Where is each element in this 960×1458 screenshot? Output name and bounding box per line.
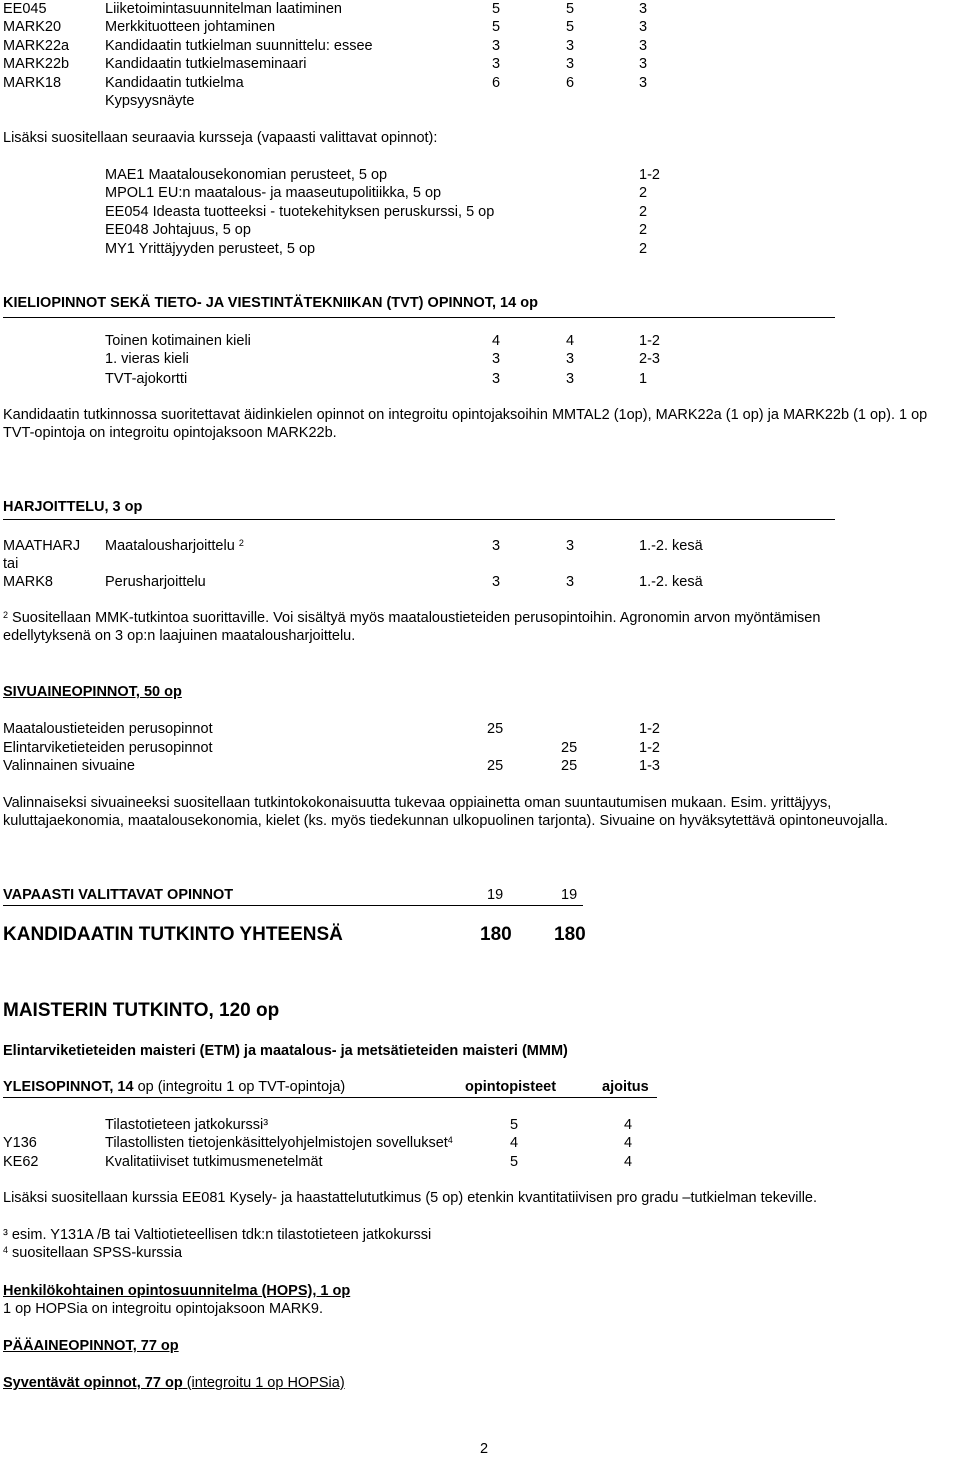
language-course-credits: 3 (492, 351, 501, 367)
course-credits-b: 6 (566, 75, 575, 91)
master-course-name (105, 1134, 453, 1152)
course-year: 3 (639, 19, 648, 35)
internship-credits-b: 3 (566, 574, 575, 590)
page-number: 2 (480, 1441, 489, 1457)
bachelor-total-credits-b: 180 (554, 924, 586, 945)
master-course-name: Tilastotieteen jatkokurssi³ (105, 1117, 269, 1133)
hops-heading: Henkilökohtainen opintosuunnitelma (HOPS), 1 op (3, 1283, 351, 1299)
column-header-credits: opintopisteet (465, 1079, 557, 1095)
footnote-marker: 2 (3, 610, 9, 620)
internship-name: Perusharjoittelu (105, 574, 206, 590)
internship-credits: 3 (492, 574, 501, 590)
language-course-credits-b: 3 (566, 351, 575, 367)
section-rule (3, 1097, 657, 1098)
recommended-item: EE048 Johtajuus, 5 op (105, 222, 251, 238)
free-electives-label: VAPAASTI VALITTAVAT OPINNOT (3, 887, 234, 903)
master-subheading: Elintarviketieteiden maisteri (ETM) ja maatalous- ja metsätieteiden maisteri (MMM) (3, 1043, 568, 1059)
general-studies-bold: YLEISOPINNOT, 14 (3, 1079, 134, 1095)
course-credits-b: 3 (566, 38, 575, 54)
general-studies-rest: op (integroitu 1 op TVT-opintoja) (133, 1079, 346, 1095)
internship-code: MAATHARJ (3, 538, 81, 554)
minor-credits: 25 (487, 721, 504, 737)
recommended-year: 2 (639, 241, 648, 257)
bachelor-total-label: KANDIDAATIN TUTKINTO YHTEENSÄ (3, 924, 343, 945)
free-electives-credits-b: 19 (561, 887, 578, 903)
minor-credits-b: 25 (561, 740, 578, 756)
course-credits: 6 (492, 75, 501, 91)
footnote-4 (3, 1244, 182, 1262)
recommended-year: 1-2 (639, 167, 660, 183)
section-rule (3, 519, 835, 520)
minor-year: 1-2 (639, 740, 660, 756)
course-code: MARK20 (3, 19, 62, 35)
internship-credits-b: 3 (566, 538, 575, 554)
language-course-year: 1 (639, 371, 648, 387)
footnote-3: ³ esim. Y131A /B tai Valtiotieteellisen tdk:n tilastotieteen jatkokurssi (3, 1227, 432, 1243)
recommended-item: MY1 Yrittäjyyden perusteet, 5 op (105, 241, 316, 257)
master-course-credits: 5 (510, 1154, 519, 1170)
course-year: 3 (639, 75, 648, 91)
course-code: MARK22b (3, 56, 70, 72)
course-name: Kandidaatin tutkielman suunnittelu: essee (105, 38, 373, 54)
master-heading: MAISTERIN TUTKINTO, 120 op (3, 1000, 280, 1021)
footnote-text: suositellaan SPSS-kurssia (8, 1245, 183, 1261)
course-year: 3 (639, 38, 648, 54)
course-code: MARK18 (3, 75, 62, 91)
master-course-name: Kvalitatiiviset tutkimusmenetelmät (105, 1154, 323, 1170)
footnote-line: Suositellaan MMK-tutkintoa suorittaville. Voi sisältyä myös maataloustieteiden perusopintoihin. Agronomin arvon myöntämisen (12, 610, 821, 626)
internship-timing: 1.-2. kesä (639, 538, 703, 554)
section-heading-kieli: KIELIOPINNOT SEKÄ TIETO- JA VIESTINTÄTEKNIIKAN (TVT) OPINNOT, 14 op (3, 295, 538, 311)
course-credits: 5 (492, 19, 501, 35)
internship-credits: 3 (492, 538, 501, 554)
language-course-name: 1. vieras kieli (105, 351, 189, 367)
general-studies-heading (3, 1078, 345, 1096)
advanced-studies-heading (3, 1374, 345, 1392)
course-year: 3 (639, 56, 648, 72)
course-credits: 3 (492, 38, 501, 54)
language-course-year: 1-2 (639, 333, 660, 349)
recommended-item: MPOL1 EU:n maatalous- ja maaseutupolitiikka, 5 op (105, 185, 442, 201)
minor-credits: 25 (487, 758, 504, 774)
column-header-timing: ajoitus (602, 1079, 649, 1095)
minor-note: Valinnaiseksi sivuaineeksi suositellaan tutkintokokonaisuutta tukevaa oppiainetta oman suuntautumisen mukaan. Esim. yrittäjyys, kuluttajaekonomia, maatalousekonomia, kielet (ks. myös tiedekunnan ulkopuolinen tarjonta). Sivuaine on hyväksytettävä opintoneuvojalla. (3, 795, 889, 829)
course-name: Kandidaatin tutkielmaseminaari (105, 56, 307, 72)
course-name: Liiketoimintasuunnitelman laatiminen (105, 1, 342, 17)
master-course-code: Y136 (3, 1135, 37, 1151)
free-electives-credits: 19 (487, 887, 504, 903)
course-code: EE045 (3, 1, 47, 17)
course-credits-b: 5 (566, 1, 575, 17)
language-course-year: 2-3 (639, 351, 660, 367)
course-credits-b: 5 (566, 19, 575, 35)
language-course-credits-b: 3 (566, 371, 575, 387)
minor-year: 1-3 (639, 758, 660, 774)
footnote-marker: 4 (3, 1245, 9, 1255)
master-extra-note: Lisäksi suositellaan kurssia EE081 Kysely- ja haastattelututkimus (5 op) etenkin kvantitatiivisen pro gradu –tutkielman tekeville. (3, 1190, 818, 1206)
advanced-studies-rest: (integroitu 1 op HOPSia) (182, 1375, 345, 1391)
language-note: Kandidaatin tutkinnossa suoritettavat äidinkielen opinnot on integroitu opintojaksoihin MMTAL2 (1op), MARK22a (1 op) ja MARK22b (1 op). 1 op TVT-opintoja on integroitu opintojaksoon MARK22b. (3, 407, 928, 441)
or-label: tai (3, 556, 19, 572)
footnote-marker: 2 (238, 538, 244, 548)
recommended-year: 2 (639, 204, 648, 220)
hops-text: 1 op HOPSia on integroitu opintojaksoon MARK9. (3, 1301, 323, 1317)
language-course-credits-b: 4 (566, 333, 575, 349)
master-course-credits: 4 (510, 1135, 519, 1151)
internship-footnote (3, 609, 820, 627)
course-name: Merkkituotteen johtaminen (105, 19, 276, 35)
minor-name: Maataloustieteiden perusopinnot (3, 721, 213, 737)
section-rule (3, 905, 583, 906)
recommended-year: 2 (639, 185, 648, 201)
course-code: MARK22a (3, 38, 70, 54)
internship-footnote-line2: edellytyksenä on 3 op:n laajuinen maatalousharjoittelu. (3, 628, 356, 644)
language-course-name: Toinen kotimainen kieli (105, 333, 251, 349)
minor-name: Valinnainen sivuaine (3, 758, 135, 774)
master-course-timing: 4 (624, 1154, 633, 1170)
minor-credits-b: 25 (561, 758, 578, 774)
section-heading-sivuaine: SIVUAINEOPINNOT, 50 op (3, 684, 182, 700)
course-credits-b: 3 (566, 56, 575, 72)
internship-name-text: Maatalousharjoittelu (105, 538, 235, 554)
section-heading-harjoittelu: HARJOITTELU, 3 op (3, 499, 143, 515)
advanced-studies-bold: Syventävät opinnot, 77 op (3, 1375, 183, 1391)
master-course-timing: 4 (624, 1117, 633, 1133)
footnote-marker: 4 (447, 1135, 453, 1145)
minor-year: 1-2 (639, 721, 660, 737)
recommended-year: 2 (639, 222, 648, 238)
master-course-timing: 4 (624, 1135, 633, 1151)
course-credits: 5 (492, 1, 501, 17)
major-studies-heading: PÄÄAINEOPINNOT, 77 op (3, 1338, 179, 1354)
section-rule (3, 317, 835, 318)
internship-code: MARK8 (3, 574, 53, 590)
internship-timing: 1.-2. kesä (639, 574, 703, 590)
course-name: Kypsyysnäyte (105, 93, 195, 109)
bachelor-total-credits: 180 (480, 924, 512, 945)
recommended-intro: Lisäksi suositellaan seuraavia kursseja (vapaasti valittavat opinnot): (3, 130, 438, 146)
minor-name: Elintarviketieteiden perusopinnot (3, 740, 213, 756)
recommended-item: EE054 Ideasta tuotteeksi - tuotekehityksen peruskurssi, 5 op (105, 204, 495, 220)
internship-name (105, 537, 244, 555)
language-course-credits: 4 (492, 333, 501, 349)
course-name: Kandidaatin tutkielma (105, 75, 244, 91)
language-course-name: TVT-ajokortti (105, 371, 188, 387)
course-year: 3 (639, 1, 648, 17)
master-course-name-text: Tilastollisten tietojenkäsittelyohjelmistojen sovellukset (105, 1135, 448, 1151)
master-course-code: KE62 (3, 1154, 39, 1170)
language-course-credits: 3 (492, 371, 501, 387)
course-credits: 3 (492, 56, 501, 72)
master-course-credits: 5 (510, 1117, 519, 1133)
recommended-item: MAE1 Maatalousekonomian perusteet, 5 op (105, 167, 388, 183)
